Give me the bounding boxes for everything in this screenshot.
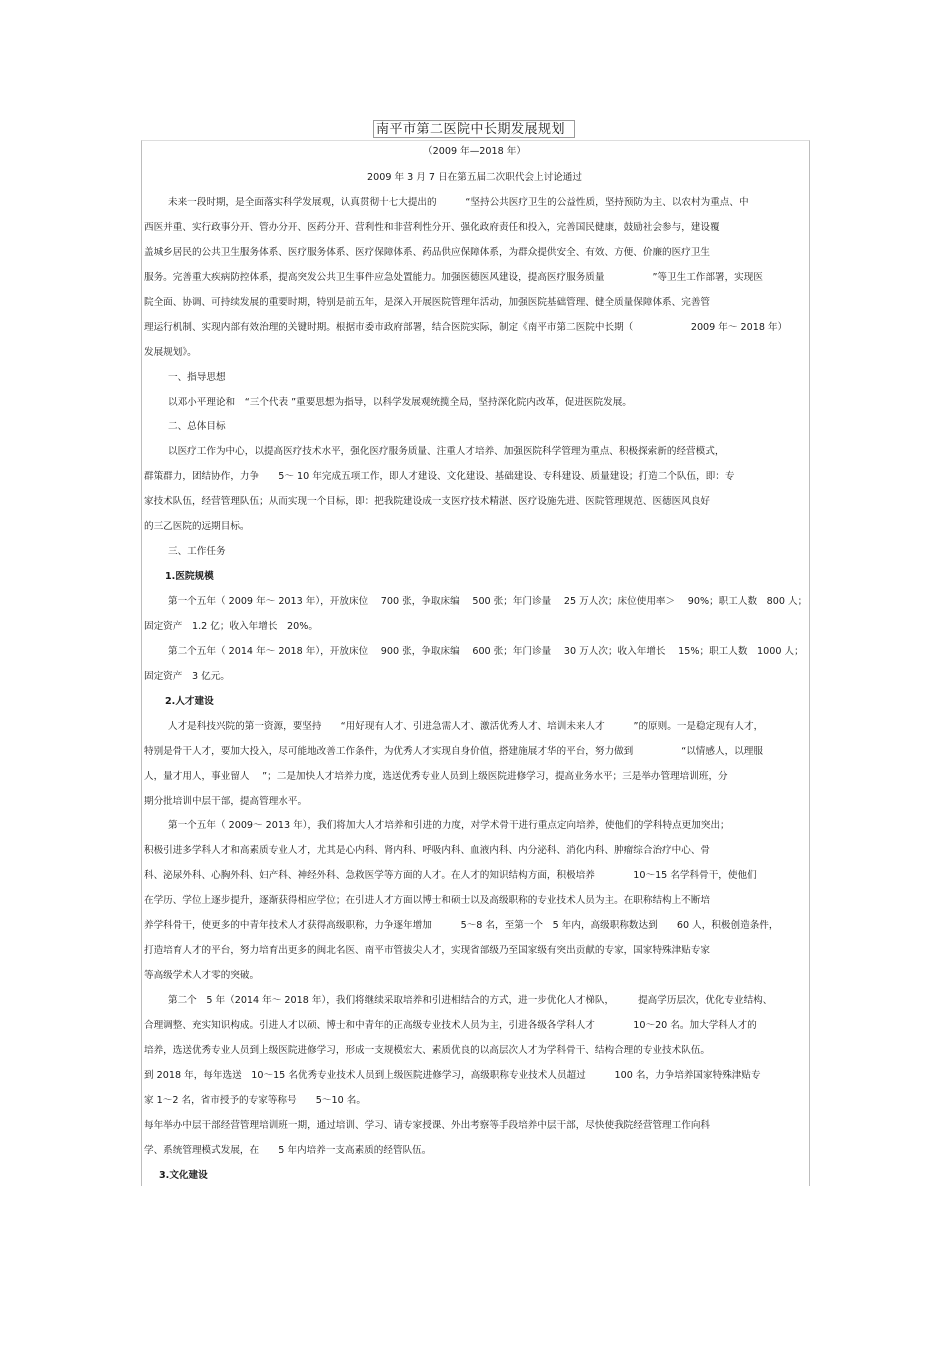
- paragraph-line: 第一个五年（ 2009 年～ 2013 年），开放床位 700 张，争取床编 500 张；年门诊量 25 万人次；床位使用率＞ 90%；职工人数 800 人；: [168, 596, 808, 607]
- paragraph-line: 学、系统管理模式发展，在 5 年内培养一支高素质的经管队伍。: [144, 1145, 432, 1156]
- section-heading: 三、工作任务: [168, 546, 226, 557]
- paragraph-line: 群策群力，团结协作，力争 5～ 10 年完成五项工作，即人才建设、文化建设、基础建设、专科建设、质量建设；打造二个队伍，即：专: [144, 471, 735, 482]
- paragraph-line: 培养，选送优秀专业人员到上级医院进修学习，形成一支规模宏大、素质优良的以高层次人才为学科骨干、结构合理的专业技术队伍。: [144, 1045, 711, 1056]
- paragraph-line: 特别是骨干人才，要加大投入，尽可能地改善工作条件，为优秀人才实现自身价值，搭建施展才华的平台，努力做到 “以情感人，以理服: [144, 746, 763, 757]
- paragraph-line: 固定资产 3 亿元。: [144, 671, 230, 682]
- paragraph-line: 等高级学术人才零的突破。: [144, 970, 260, 981]
- paragraph-line: 以邓小平理论和 “三个代表 ”重要思想为指导，以科学发展观统揽全局，坚持深化院内改革，促进医院发展。: [168, 397, 632, 408]
- paragraph-line: 服务。完善重大疾病防控体系，提高突发公共卫生事件应急处置能力。加强医德医风建设，提高医疗服务质量 ”等卫生工作部署，实现医: [144, 272, 763, 283]
- subsection-heading: 3.文化建设: [159, 1170, 208, 1181]
- paragraph-line: 科、泌尿外科、心胸外科、妇产科、神经外科、急救医学等方面的人才。在人才的知识结构方面，积极培养 10～15 名学科骨干，使他们: [144, 870, 757, 881]
- paragraph-line: 合理调整、充实知识构成。引进人才以硕、博士和中青年的正高级专业技术人员为主，引进各级各学科人才 10～20 名。加大学科人才的: [144, 1020, 757, 1031]
- subsection-heading: 1.医院规模: [165, 571, 214, 582]
- paragraph-line: 家 1～2 名，省市授予的专家等称号 5～10 名。: [144, 1095, 366, 1106]
- paragraph-line: 打造培育人才的平台，努力培育出更多的闽北名医、南平市管拔尖人才，实现省部级乃至国家级有突出贡献的专家，国家特殊津贴专家: [144, 945, 711, 956]
- paragraph-line: 在学历、学位上逐步提升，逐渐获得相应学位；在引进人才方面以博士和硕士以及高级职称的专业技术人员为主。在职称结构上不断培: [144, 895, 711, 906]
- paragraph-line: 未来一段时期，是全面落实科学发展观，认真贯彻十七大提出的 “坚持公共医疗卫生的公益性质，坚持预防为主、以农村为重点、中: [168, 197, 749, 208]
- paragraph-line: 的三乙医院的远期目标。: [144, 521, 250, 532]
- date-range: （2009 年—2018 年）: [423, 146, 526, 157]
- paragraph-line: 理运行机制、实现内部有效治理的关键时期。根据市委市政府部署，结合医院实际，制定《南平市第二医院中长期（ 2009 年～ 2018 年）: [144, 322, 788, 333]
- paragraph-line: 院全面、协调、可持续发展的重要时期，特别是前五年，是深入开展医院管理年活动，加强医院基础管理、健全质量保障体系、完善管: [144, 297, 711, 308]
- paragraph-line: 发展规划》。: [144, 347, 197, 358]
- paragraph-line: 养学科骨干，使更多的中青年技术人才获得高级职称，力争逐年增加 5～8 名，至第一个 5 年内，高级职称数达到 60 人，积极创造条件，: [144, 920, 779, 931]
- paragraph-line: 每年举办中层干部经营管理培训班一期，通过培训、学习、请专家授课、外出考察等手段培养中层干部，尽快使我院经营管理工作向科: [144, 1120, 711, 1131]
- approval-note: 2009 年 3 月 7 日在第五届二次职代会上讨论通过: [367, 172, 582, 183]
- paragraph-line: 盖城乡居民的公共卫生服务体系、医疗服务体系、医疗保障体系、药品供应保障体系，为群众提供安全、有效、方便、价廉的医疗卫生: [144, 247, 711, 258]
- paragraph-line: 期分批培训中层干部，提高管理水平。: [144, 796, 308, 807]
- paragraph-line: 第二个五年（ 2014 年～ 2018 年），开放床位 900 张，争取床编 600 张；年门诊量 30 万人次；收入年增长 15%；职工人数 1000 人；: [168, 646, 804, 657]
- section-heading: 一、指导思想: [168, 372, 226, 383]
- document-title: 南平市第二医院中长期发展规划: [373, 120, 575, 138]
- paragraph-line: 西医并重、实行政事分开、管办分开、医药分开、营利性和非营利性分开、强化政府责任和投入，完善国民健康，鼓励社会参与，建设覆: [144, 222, 720, 233]
- paragraph-line: 积极引进多学科人才和高素质专业人才，尤其是心内科、肾内科、呼吸内科、血液内科、内分泌科、消化内科、肿瘤综合治疗中心、骨: [144, 845, 711, 856]
- paragraph-line: 人，量才用人，事业留人 ”；二是加快人才培养力度，选送优秀专业人员到上级医院进修学习，提高业务水平；三是举办管理培训班，分: [144, 771, 728, 782]
- subsection-heading: 2.人才建设: [165, 696, 214, 707]
- paragraph-line: 以医疗工作为中心，以提高医疗技术水平，强化医疗服务质量、注重人才培养、加强医院科学管理为重点、积极探索新的经营模式，: [168, 446, 725, 457]
- paragraph-line: 人才是科技兴院的第一资源，要坚持 “用好现有人才、引进急需人才、激活优秀人才、培训未来人才 ”的原则。一是稳定现有人才，: [168, 721, 764, 732]
- paragraph-line: 固定资产 1.2 亿；收入年增长 20%。: [144, 621, 318, 632]
- section-heading: 二、总体目标: [168, 421, 226, 432]
- paragraph-line: 第一个五年（ 2009～ 2013 年），我们将加大人才培养和引进的力度，对学术骨干进行重点定向培养，使他们的学科特点更加突出；: [168, 820, 730, 831]
- paragraph-line: 第二个 5 年（2014 年～ 2018 年），我们将继续采取培养和引进相结合的方式，进一步优化人才梯队， 提高学历层次，优化专业结构、: [168, 995, 773, 1006]
- paragraph-line: 到 2018 年，每年选送 10～15 名优秀专业技术人员到上级医院进修学习，高级职称专业技术人员超过 100 名，力争培养国家特殊津贴专: [144, 1070, 761, 1081]
- paragraph-line: 家技术队伍，经营管理队伍；从而实现一个目标，即：把我院建设成一支医疗技术精湛、医疗设施先进、医院管理规范、医德医风良好: [144, 496, 711, 507]
